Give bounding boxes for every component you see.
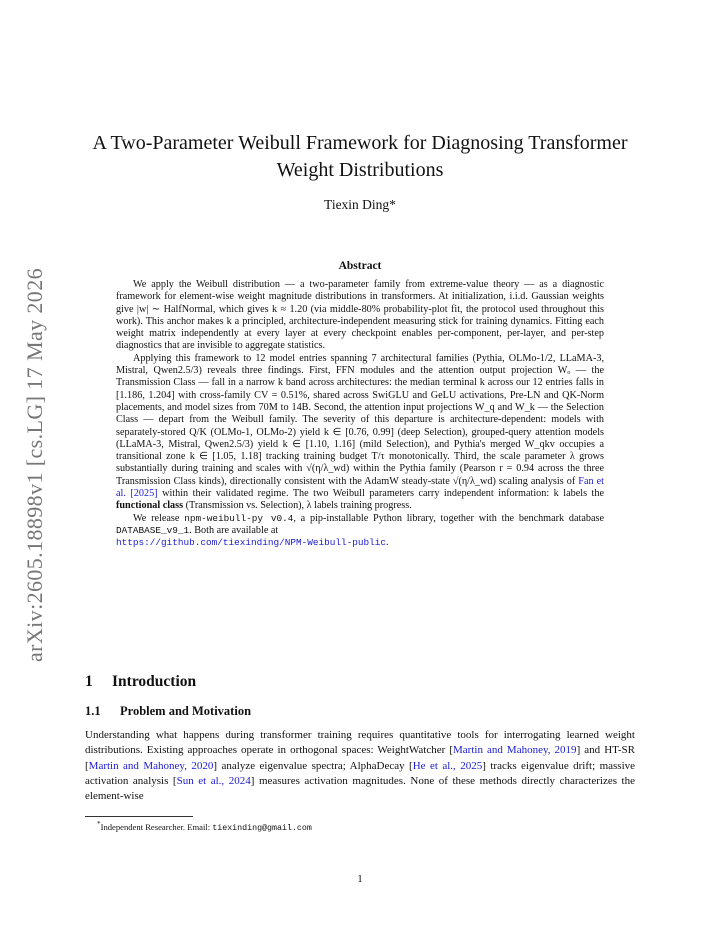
footnote-mark: *: [97, 820, 101, 828]
abstract-paragraph-2: [116, 353, 604, 513]
footnote-email[interactable]: tiexinding@gmail.com: [212, 823, 312, 833]
abstract-p2-text-b: within their validated regime. The two Weibull parameters carry independent information: k labels the: [157, 488, 605, 500]
abstract-p3-text-d: .: [386, 537, 389, 549]
citation-martin-2020[interactable]: Martin and Mahoney, 2020: [88, 759, 214, 772]
abstract-heading: Abstract: [338, 260, 382, 272]
section-heading-introduction: [85, 673, 645, 691]
paper-title: [80, 130, 640, 184]
title-line-1: A Two-Parameter Weibull Framework for Diagnosing Transformer: [92, 132, 628, 154]
subsection-heading: [85, 704, 645, 719]
footnote-rule: [85, 816, 193, 817]
section-number: 1: [85, 673, 93, 690]
arxiv-stamp: [21, 258, 49, 672]
citation-sun-2024[interactable]: Sun et al., 2024: [176, 774, 251, 787]
abstract-paragraph-3: [116, 513, 604, 550]
abstract-p2-text-a: Applying this framework to 12 model entries spanning 7 architectural families (Pythia, OLMo-1/2, LLaMA-3, Mistral, Qwen2.5/3) reveals three findings. First, FFN modules and the attention output projection Wₒ — the Transmission Class — fall in a narrow k band across architectures: the median terminal k across our 12 entries falls in [1.186, 1.204] with cross-family CV = 0.51%, shared across SwiGLU and GeLU activations, Pre-LN and QK-Norm placements, and model sizes from 70M to 14B. Second, the attention input projections W_q and W_k — the Selection Class — depart from the Weibull family. The severity of this departure is architecture-dependent: models with separately-stored Q/K (OLMo-1, OLMo-2) yield k ∈ [0.76, 0.99] (deep Selection), grouped-query attention models (LLaMA-3, Mistral, Qwen2.5/3) yield k ∈ [1.10, 1.16] (mild Selection), and Pythia's merged W_qkv occupies a transitional zone k ∈ [1.05, 1.18] tracking training budget T/τ monotonically. Third, the scale parameter λ grows substantially during training and scales with √(η/λ_wd) within the Pythia family (Pearson r = 0.94 across the three Transmission Class kinds), directionally consistent with the AdamW steady-state √(η/λ_wd) scaling analysis of: [116, 352, 604, 487]
citation-he-2025[interactable]: He et al., 2025: [412, 759, 483, 772]
citation-fan-2025[interactable]: Fan et al. [2025]: [116, 475, 604, 500]
body-text-3: ] analyze eigenvalue spectra; AlphaDecay [: [213, 759, 413, 772]
abstract-p3-text-b: , a pip-installable Python library, together with the benchmark database: [293, 512, 604, 524]
functional-class-term: functional class: [116, 500, 184, 512]
abstract-p3-text-a: We release: [133, 512, 185, 524]
database-name: DATABASE_v9_1: [116, 524, 190, 536]
footnote: [97, 820, 637, 833]
abstract-body: [116, 279, 604, 550]
abstract-p2-text-c: (Transmission vs. Selection), λ labels training progress.: [183, 500, 412, 512]
body-text-4: ] tracks eigenvalue drift; massive activation analysis [: [85, 759, 636, 787]
footnote-text: Independent Researcher. Email:: [100, 821, 213, 832]
body-text-2: ] and HT-SR [: [85, 744, 635, 772]
body-text-1: Understanding what happens during transformer training requires quantitative tools for interrogating learned weight distributions. Existing approaches operate in orthogonal spaces: WeightWatcher [: [85, 729, 635, 757]
github-link[interactable]: https://github.com/tiexinding/NPM-Weibull-public: [116, 537, 387, 549]
section-title: Introduction: [112, 673, 197, 690]
abstract-paragraph-1: We apply the Weibull distribution — a two-parameter family from extreme-value theory — as a diagnostic framework for element-wise weight magnitude distributions in transformers. At initialization, i.i.d. Gaussian weights give |w| ∼ HalfNormal, which gives k ≈ 1.20 (via middle-80% probability-plot fit, the protocol used throughout this work). This anchor makes k a principled, architecture-independent measuring stick for training dynamics. Fitting each weight matrix independently at every layer at every checkpoint enables per-component, per-layer, and per-step diagnostics that are invisible to aggregate statistics.: [116, 279, 604, 352]
body-text-5: ] measures activation magnitudes. None of these methods directly characterizes the element-wise: [85, 774, 635, 803]
intro-paragraph: [85, 728, 635, 804]
library-name: npm-weibull-py v0.4: [184, 512, 294, 524]
subsection-number: 1.1: [85, 704, 101, 718]
title-line-2: Weight Distributions: [276, 159, 444, 181]
citation-martin-2019[interactable]: Martin and Mahoney, 2019: [453, 744, 577, 757]
arxiv-stamp-text: arXiv:2605.18898v1 [cs.LG] 17 May 2026: [22, 267, 48, 663]
abstract-p3-text-c: . Both are available at: [189, 524, 279, 536]
subsection-title: Problem and Motivation: [120, 704, 252, 718]
author-name: Tiexin Ding*: [324, 197, 396, 212]
page-number: 1: [357, 873, 363, 885]
